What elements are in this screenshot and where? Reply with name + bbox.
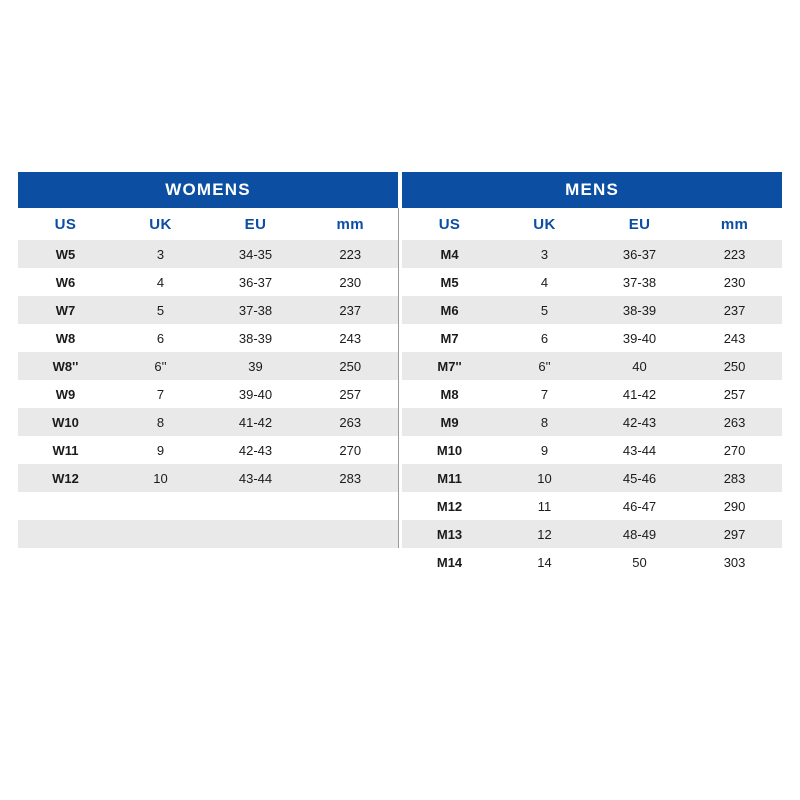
size-chart-container [18,172,782,576]
cell-womens-uk: 6 [113,324,208,352]
cell-mens-us: M9 [402,408,497,436]
size-conversion-table [18,172,782,576]
cell-womens-eu [208,492,303,520]
cell-mens-mm: 237 [687,296,782,324]
cell-mens-uk: 3 [497,240,592,268]
cell-womens-us: W8'' [18,352,113,380]
cell-mens-us: M7'' [402,352,497,380]
cell-mens-us: M11 [402,464,497,492]
cell-womens-us: W7 [18,296,113,324]
cell-womens-eu: 34-35 [208,240,303,268]
cell-mens-uk: 6'' [497,352,592,380]
cell-womens-eu: 38-39 [208,324,303,352]
cell-mens-eu: 41-42 [592,380,687,408]
cell-womens-mm: 257 [303,380,398,408]
cell-mens-us: M7 [402,324,497,352]
womens-col-header-us: US [18,208,113,240]
cell-mens-us: M13 [402,520,497,548]
cell-womens-mm: 230 [303,268,398,296]
cell-mens-uk: 9 [497,436,592,464]
cell-mens-mm: 270 [687,436,782,464]
cell-mens-uk: 10 [497,464,592,492]
womens-col-header-eu: EU [208,208,303,240]
cell-womens-uk [113,520,208,548]
cell-womens-mm: 270 [303,436,398,464]
cell-womens-mm: 263 [303,408,398,436]
cell-mens-eu: 43-44 [592,436,687,464]
cell-womens-us: W8 [18,324,113,352]
cell-mens-us: M8 [402,380,497,408]
cell-womens-eu [208,548,303,576]
table-row [18,296,782,324]
cell-mens-uk: 11 [497,492,592,520]
mens-col-header-eu: EU [592,208,687,240]
cell-mens-us: M12 [402,492,497,520]
cell-womens-eu: 43-44 [208,464,303,492]
cell-womens-mm: 237 [303,296,398,324]
cell-mens-mm: 297 [687,520,782,548]
cell-womens-us: W9 [18,380,113,408]
table-row [18,268,782,296]
cell-womens-eu: 39 [208,352,303,380]
table-row [18,408,782,436]
cell-womens-eu [208,520,303,548]
cell-mens-uk: 4 [497,268,592,296]
cell-mens-us: M4 [402,240,497,268]
cell-mens-uk: 8 [497,408,592,436]
cell-mens-us: M14 [402,548,497,576]
cell-womens-mm [303,492,398,520]
cell-womens-us: W6 [18,268,113,296]
cell-womens-uk: 10 [113,464,208,492]
cell-womens-us: W5 [18,240,113,268]
table-row [18,324,782,352]
cell-mens-mm: 243 [687,324,782,352]
table-row [18,464,782,492]
cell-mens-uk: 14 [497,548,592,576]
table-row [18,240,782,268]
cell-mens-eu: 40 [592,352,687,380]
cell-womens-us [18,520,113,548]
cell-womens-us: W12 [18,464,113,492]
cell-womens-mm: 250 [303,352,398,380]
cell-womens-eu: 42-43 [208,436,303,464]
mens-col-header-mm: mm [687,208,782,240]
table-row [18,548,782,576]
table-row [18,492,782,520]
cell-mens-mm: 223 [687,240,782,268]
womens-col-header-mm: mm [303,208,398,240]
banner-row [18,172,782,208]
table-row [18,380,782,408]
cell-womens-mm: 283 [303,464,398,492]
cell-mens-uk: 12 [497,520,592,548]
cell-mens-mm: 283 [687,464,782,492]
womens-banner: WOMENS [18,172,398,208]
cell-womens-uk: 6'' [113,352,208,380]
cell-womens-eu: 39-40 [208,380,303,408]
cell-mens-us: M6 [402,296,497,324]
column-header-row [18,208,782,240]
cell-mens-us: M10 [402,436,497,464]
cell-mens-mm: 250 [687,352,782,380]
cell-mens-mm: 230 [687,268,782,296]
mens-col-header-us: US [402,208,497,240]
cell-mens-mm: 263 [687,408,782,436]
cell-womens-uk: 5 [113,296,208,324]
table-row [18,436,782,464]
cell-womens-mm: 243 [303,324,398,352]
cell-mens-eu: 48-49 [592,520,687,548]
cell-womens-us [18,492,113,520]
cell-womens-us: W11 [18,436,113,464]
cell-womens-eu: 37-38 [208,296,303,324]
cell-womens-uk: 8 [113,408,208,436]
cell-mens-eu: 37-38 [592,268,687,296]
table-row [18,520,782,548]
cell-womens-eu: 36-37 [208,268,303,296]
cell-mens-eu: 46-47 [592,492,687,520]
cell-mens-eu: 45-46 [592,464,687,492]
cell-womens-uk: 9 [113,436,208,464]
cell-womens-uk: 4 [113,268,208,296]
cell-mens-uk: 7 [497,380,592,408]
table-row [18,352,782,380]
cell-womens-uk [113,492,208,520]
mens-col-header-uk: UK [497,208,592,240]
cell-womens-uk: 3 [113,240,208,268]
cell-womens-uk [113,548,208,576]
cell-womens-mm: 223 [303,240,398,268]
cell-mens-mm: 257 [687,380,782,408]
cell-womens-mm [303,548,398,576]
cell-mens-eu: 38-39 [592,296,687,324]
mens-banner: MENS [402,172,782,208]
cell-mens-mm: 303 [687,548,782,576]
cell-mens-eu: 36-37 [592,240,687,268]
cell-mens-uk: 6 [497,324,592,352]
cell-mens-eu: 42-43 [592,408,687,436]
cell-womens-us [18,548,113,576]
cell-mens-uk: 5 [497,296,592,324]
cell-mens-us: M5 [402,268,497,296]
cell-mens-mm: 290 [687,492,782,520]
cell-mens-eu: 50 [592,548,687,576]
cell-womens-eu: 41-42 [208,408,303,436]
cell-mens-eu: 39-40 [592,324,687,352]
cell-womens-us: W10 [18,408,113,436]
cell-womens-mm [303,520,398,548]
cell-womens-uk: 7 [113,380,208,408]
womens-col-header-uk: UK [113,208,208,240]
